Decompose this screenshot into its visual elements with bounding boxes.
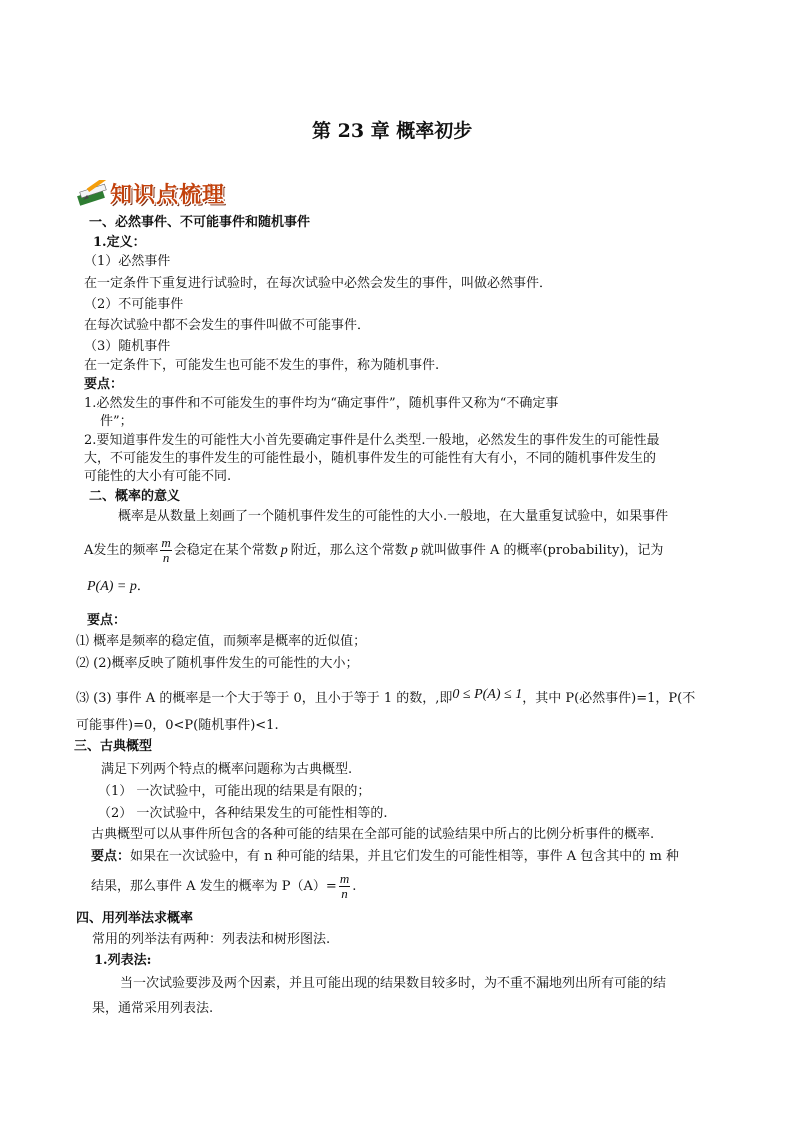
item-label-random: （3）随机事件 xyxy=(84,339,171,354)
key-point-1-line-2: 件”； xyxy=(100,414,133,429)
fraction-m-over-n-2 xyxy=(339,872,350,901)
fraction-numerator-2: m xyxy=(339,871,350,886)
classical-formula-text: 结果，那么事件 A 发生的概率为 P（A）= xyxy=(91,879,337,894)
fraction-denominator: n xyxy=(162,550,170,565)
probability-range-formula: 0 ≤ P(A) ≤ 1 xyxy=(452,687,523,702)
key-point-2-line-1: 2.要知道事件发生的可能性大小首先要确定事件是什么类型.一般地，必然发生的事件发生的可能性最 xyxy=(84,433,660,448)
key-points-label-2: 要点： xyxy=(87,613,127,628)
key-point-range-text-2: ，其中 P(必然事件)=1，P(不 xyxy=(522,691,696,706)
section-heading-4: 四、用列举法求概率 xyxy=(76,911,194,926)
item-text-impossible: 在每次试验中都不会发生的事件叫做不可能事件． xyxy=(84,318,371,333)
item-label-certain: （1）必然事件 xyxy=(84,254,171,269)
section-heading-3: 三、古典概型 xyxy=(74,739,153,754)
classical-key-point-line-2 xyxy=(91,872,356,901)
section-heading-1: 一、必然事件、不可能事件和随机事件 xyxy=(89,215,311,230)
constant-p: p xyxy=(280,543,288,558)
page-title: 第 23 章 概率初步 xyxy=(312,120,473,142)
classical-feature-2: （2） 一次试验中，各种结果发生的可能性相等的. xyxy=(98,806,388,821)
classical-formula-period: . xyxy=(352,879,357,894)
classical-analysis: 古典概型可以从事件所包含的各种可能的结果在全部可能的试验结果中所占的比例分析事件的概率. xyxy=(91,827,655,842)
key-point-2-line-3: 可能性的大小有可能不同. xyxy=(84,469,232,484)
text-called-probability: 就叫做事件 A 的概率(probability)，记为 xyxy=(420,543,664,558)
fraction-m-over-n xyxy=(160,536,171,565)
key-points-label: 要点： xyxy=(84,377,124,392)
fraction-numerator: m xyxy=(161,535,171,550)
key-point-frequency: ⑴ 概率是频率的稳定值，而频率是概率的近似值； xyxy=(76,634,367,649)
section-banner xyxy=(76,178,242,208)
key-point-1-line-1: 1.必然发生的事件和不可能发生的事件均为“确定事件”，随机事件又称为“不确定事 xyxy=(84,396,559,411)
probability-formula: P(A) = p xyxy=(87,579,137,594)
key-point-2-line-2: 大，不可能发生的事件发生的可能性最小，随机事件发生的可能性有大有小，不同的随机事件发生的 xyxy=(84,451,657,466)
table-method-label: 1.列表法: xyxy=(94,953,152,968)
probability-formula-line xyxy=(87,578,150,596)
enumeration-methods: 常用的列举法有两种：列表法和树形图法. xyxy=(92,932,331,947)
classical-feature-1: （1） 一次试验中，可能出现的结果是有限的； xyxy=(98,784,371,799)
item-label-impossible: （2）不可能事件 xyxy=(84,297,184,312)
classical-key-point-line-1 xyxy=(91,848,679,866)
text-frequency: A发生的频率 xyxy=(84,543,159,558)
definition-label: 1.定义： xyxy=(93,235,146,250)
key-point-range-line-2: 可能事件)=0，0<P(随机事件)<1. xyxy=(76,718,279,733)
item-text-certain: 在一定条件下重复进行试验时，在每次试验中必然会发生的事件，叫做必然事件． xyxy=(84,276,553,291)
text-stabilize: 会稳定在某个常数 xyxy=(173,543,278,558)
table-method-line-2: 果，通常采用列表法. xyxy=(92,1001,214,1016)
key-point-range xyxy=(76,687,696,708)
table-method-line-1: 当一次试验要涉及两个因素，并且可能出现的结果数目较多时，为不重不漏地列出所有可能的结 xyxy=(120,976,667,991)
classical-intro: 满足下列两个特点的概率问题称为古典概型. xyxy=(101,762,353,777)
probability-paragraph-line-2 xyxy=(84,536,663,565)
banner-label: 知识点梳理 xyxy=(110,183,226,208)
item-text-random: 在一定条件下，可能发生也可能不发生的事件，称为随机事件. xyxy=(84,358,440,373)
key-points-label-3: 要点： xyxy=(91,849,131,864)
constant-p-2: p xyxy=(410,543,418,558)
section-heading-2: 二、概率的意义 xyxy=(89,489,181,504)
fraction-denominator-2: n xyxy=(341,886,348,901)
probability-paragraph-line-1: 概率是从数量上刻画了一个随机事件发生的可能性的大小.一般地，在大量重复试验中，如果事件 xyxy=(118,509,669,524)
book-pencil-icon xyxy=(76,180,112,210)
key-point-reflects: ⑵ (2)概率反映了随机事件发生的可能性的大小； xyxy=(76,656,359,671)
classical-key-point-text: 如果在一次试验中，有 n 种可能的结果，并且它们发生的可能性相等，事件 A 包含其中的 m 种 xyxy=(130,849,679,864)
key-point-range-text: ⑶ (3) 事件 A 的概率是一个大于等于 0，且小于等于 1 的数，,即 xyxy=(76,691,453,706)
formula-period: ． xyxy=(136,579,150,594)
text-nearby: 附近，那么这个常数 xyxy=(290,543,408,558)
